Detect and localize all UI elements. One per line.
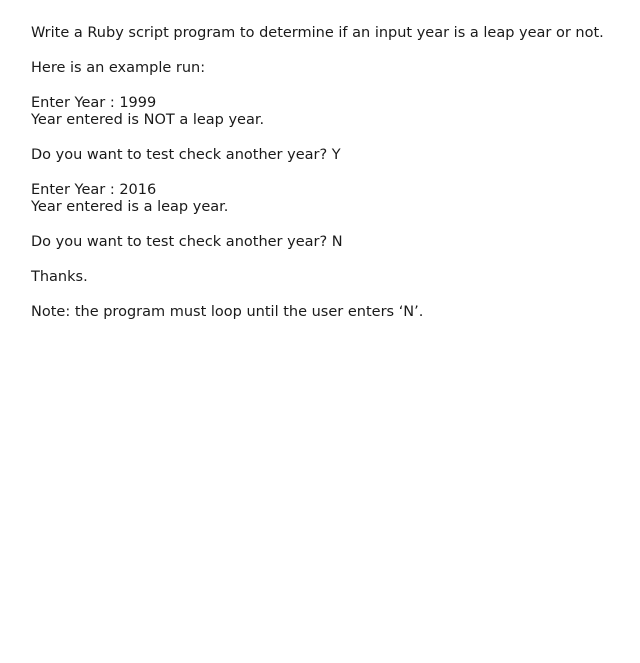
document-body: [31, 25, 631, 339]
example-intro: Here is an example run:: [31, 60, 206, 76]
example-run-2: [31, 182, 631, 216]
example-run-1: [31, 95, 631, 129]
enter-year-line-1: Enter Year : 1999: [31, 95, 157, 111]
continue-prompt-2: Do you want to test check another year? N: [31, 234, 343, 250]
note-text: Note: the program must loop until the user enters ‘N’.: [31, 304, 424, 320]
prompt-text: Write a Ruby script program to determine if an input year is a leap year or not.: [31, 25, 604, 41]
result-line-1: Year entered is NOT a leap year.: [31, 112, 265, 128]
thanks-text: Thanks.: [31, 269, 88, 285]
result-line-2: Year entered is a leap year.: [31, 199, 229, 215]
enter-year-line-2: Enter Year : 2016: [31, 182, 157, 198]
continue-prompt-1: Do you want to test check another year? Y: [31, 147, 341, 163]
